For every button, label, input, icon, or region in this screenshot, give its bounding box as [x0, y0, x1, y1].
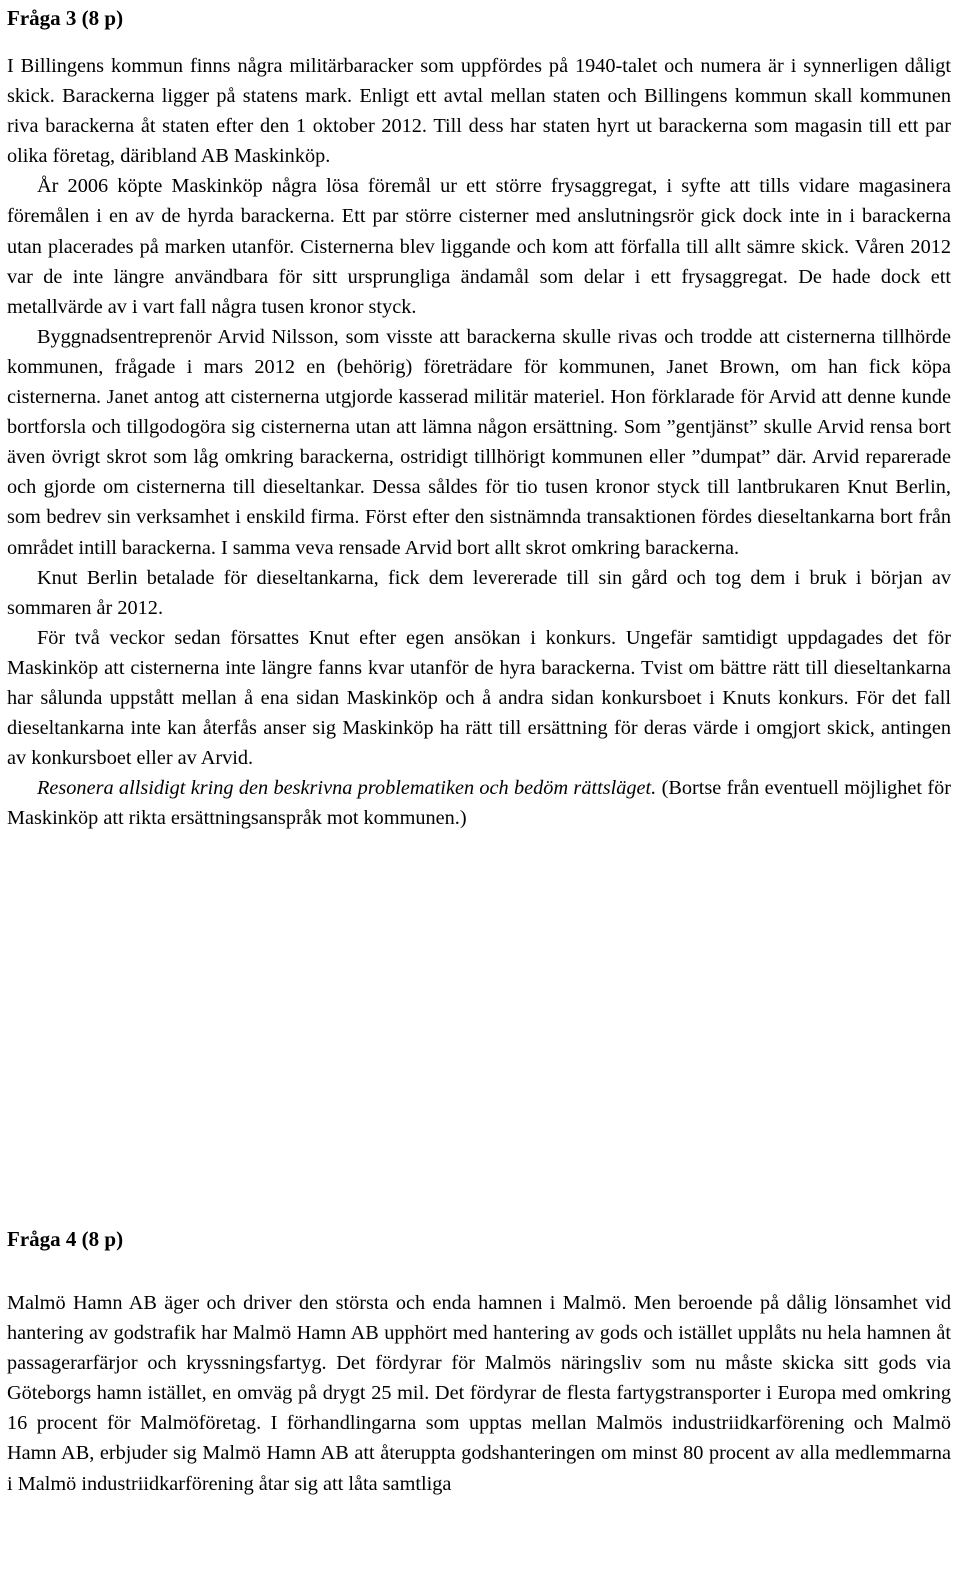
question-3-task-note: (Bortse från eventuell möjlighet för Maskinköp att rikta ersättningsanspråk mot kommunen.): [7, 777, 951, 830]
question-3-paragraph-1: I Billingens kommun finns några militärbaracker som uppfördes på 1940-talet och numera är i synnerligen dåligt skick. Barackerna ligger på statens mark. Enligt ett avtal mellan staten och Billingens kommun skall kommunen riva barackerna åt staten efter den 1 oktober 2012. Till dess har staten hyrt ut barackerna som magasin till ett par olika företag, däribland AB Maskinköp.: [7, 55, 951, 168]
question-3-paragraph-6: [7, 773, 951, 833]
question-4-heading: Fråga 4 (8 p): [7, 1227, 124, 1251]
question-3: [7, 0, 951, 833]
question-3-paragraph-4: Knut Berlin betalade för dieseltankarna, fick dem levererade till sin gård och tog dem i bruk i början av sommaren år 2012.: [7, 566, 951, 619]
question-3-heading: Fråga 3 (8 p): [7, 6, 124, 30]
question-4-paragraph-1: Malmö Hamn AB äger och driver den största och enda hamnen i Malmö. Men beroende på dålig lönsamhet vid hantering av godstrafik har Malmö Hamn AB upphört med hantering av gods och istället upplåts nu hela hamnen åt passagerarfärjor och kryssningsfartyg. Det fördyrar för Malmös näringsliv som nu måste skicka sitt gods via Göteborgs hamn istället, en omväg på drygt 25 mil. Det fördyrar de flesta fartygstransporter i Europa med omkring 16 procent för Malmöföretag. I förhandlingarna som upptas mellan Malmös industriidkarförening och Malmö Hamn AB, erbjuder sig Malmö Hamn AB att återuppta godshanteringen om minst 80 procent av alla medlemmarna i Malmö industriidkarförening åtar sig att låta samtliga: [7, 1292, 951, 1495]
question-4: [7, 1221, 951, 1499]
question-3-paragraph-3: Byggnadsentreprenör Arvid Nilsson, som visste att barackerna skulle rivas och trodde att cisternerna tillhörde kommunen, frågade i mars 2012 en (behörig) företrädare för kommunen, Janet Brown, om han fick köpa cisternerna. Janet antog att cisternerna utgjorde kasserad militär materiel. Hon förklarade för Arvid att denne kunde bortforsla och tillgodogöra sig cisternerna utan att lämna någon ersättning. Som ”gentjänst” skulle Arvid rensa bort även övrigt skrot som låg omkring barackerna, ostridigt tillhörigt kommunen eller ”dumpat” där. Arvid reparerade och gjorde om cisternerna till dieseltankar. Dessa såldes för tio tusen kronor styck till lantbrukaren Knut Berlin, som bedrev sin verksamhet i enskild firma. Först efter den sistnämnda transaktionen fördes dieseltankarna bort från området intill barackerna. I samma veva rensade Arvid bort allt skrot omkring barackerna.: [7, 325, 951, 559]
question-3-paragraph-5: För två veckor sedan försattes Knut efter egen ansökan i konkurs. Ungefär samtidigt uppdagades det för Maskinköp att cisternerna inte längre fanns kvar utanför de hyra barackerna. Tvist om bättre rätt till dieseltankarna har sålunda uppstått mellan å ena sidan Maskinköp och å andra sidan konkursboet i Knuts konkurs. För det fall dieseltankarna inte kan återfås anser sig Maskinköp ha rätt till ersättning för deras värde i omgjort skick, antingen av konkursboet eller av Arvid.: [7, 626, 951, 770]
question-3-paragraph-2: År 2006 köpte Maskinköp några lösa föremål ur ett större frysaggregat, i syfte att tills vidare magasinera föremålen i en av de hyrda barackerna. Ett par större cisterner med anslutningsrör gick dock inte in i barackerna utan placerades på marken utanför. Cisternerna blev liggande och kom att förfalla till allt sämre skick. Våren 2012 var de inte längre användbara för sitt ursprungliga ändamål som delar i ett frysaggregat. De hade dock ett metallvärde av i vart fall några tusen kronor styck.: [7, 175, 951, 318]
question-3-task-instruction: Resonera allsidigt kring den beskrivna problematiken och bedöm rättsläget.: [37, 777, 657, 800]
